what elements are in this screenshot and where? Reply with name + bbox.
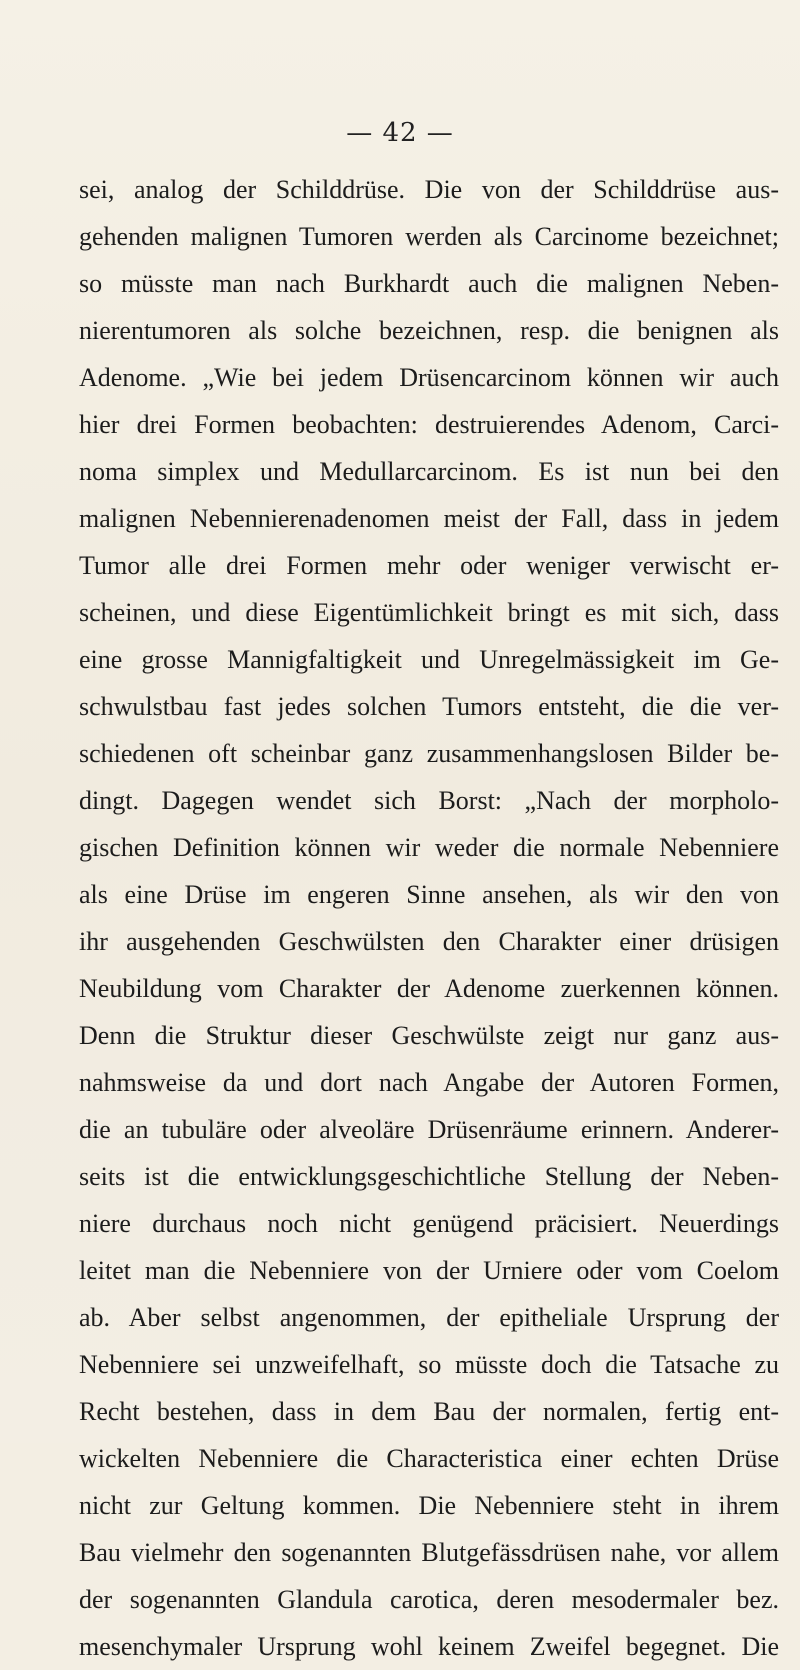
text-line-22: seits ist die entwicklungsgeschichtliche Stellung der Neben- — [79, 1162, 779, 1191]
text-line-32: mesenchymaler Ursprung wohl keinem Zweifel begegnet. Die — [79, 1632, 779, 1661]
text-line-26: Nebenniere sei unzweifelhaft, so müsste doch die Tatsache zu — [79, 1350, 779, 1379]
text-line-10: scheinen, und diese Eigentümlichkeit bringt es mit sich, dass — [79, 598, 779, 627]
text-line-18: Neubildung vom Charakter der Adenome zuerkennen können. — [79, 974, 779, 1003]
text-line-16: als eine Drüse im engeren Sinne ansehen, als wir den von — [79, 880, 779, 909]
text-line-31: der sogenannten Glandula carotica, deren mesodermaler bez. — [79, 1585, 779, 1614]
text-line-6: hier drei Formen beobachten: destruierendes Adenom, Carci- — [79, 410, 779, 439]
page-number: — 42 — — [346, 118, 454, 148]
text-line-24: leitet man die Nebenniere von der Urniere oder vom Coelom — [79, 1256, 779, 1285]
text-line-1: sei, analog der Schilddrüse. Die von der Schilddrüse aus- — [79, 175, 779, 204]
text-line-15: gischen Definition können wir weder die normale Nebenniere — [79, 833, 779, 862]
text-line-19: Denn die Struktur dieser Geschwülste zeigt nur ganz aus- — [79, 1021, 779, 1050]
text-line-21: die an tubuläre oder alveoläre Drüsenräume erinnern. Anderer- — [79, 1115, 779, 1144]
text-line-14: dingt. Dagegen wendet sich Borst: „Nach der morpholo- — [79, 786, 779, 815]
text-line-23: niere durchaus noch nicht genügend präcisiert. Neuerdings — [79, 1209, 779, 1238]
text-line-7: noma simplex und Medullarcarcinom. Es ist nun bei den — [79, 457, 779, 486]
text-line-4: nierentumoren als solche bezeichnen, resp. die benignen als — [79, 316, 779, 345]
text-line-3: so müsste man nach Burkhardt auch die malignen Neben- — [79, 269, 779, 298]
text-line-25: ab. Aber selbst angenommen, der epitheliale Ursprung der — [79, 1303, 779, 1332]
text-line-30: Bau vielmehr den sogenannten Blutgefässdrüsen nahe, vor allem — [79, 1538, 779, 1567]
text-line-11: eine grosse Mannigfaltigkeit und Unregelmässigkeit im Ge- — [79, 645, 779, 674]
text-line-27: Recht bestehen, dass in dem Bau der normalen, fertig ent- — [79, 1397, 779, 1426]
text-line-28: wickelten Nebenniere die Characteristica einer echten Drüse — [79, 1444, 779, 1473]
text-line-2: gehenden malignen Tumoren werden als Carcinome bezeichnet; — [79, 222, 779, 251]
body-text — [79, 166, 779, 1670]
text-line-17: ihr ausgehenden Geschwülsten den Charakter einer drüsigen — [79, 927, 779, 956]
text-line-12: schwulstbau fast jedes solchen Tumors entsteht, die die ver- — [79, 692, 779, 721]
text-line-5: Adenome. „Wie bei jedem Drüsencarcinom können wir auch — [79, 363, 779, 392]
text-line-29: nicht zur Geltung kommen. Die Nebenniere steht in ihrem — [79, 1491, 779, 1520]
text-line-9: Tumor alle drei Formen mehr oder weniger verwischt er- — [79, 551, 779, 580]
text-line-20: nahmsweise da und dort nach Angabe der Autoren Formen, — [79, 1068, 779, 1097]
text-line-8: malignen Nebennierenadenomen meist der Fall, dass in jedem — [79, 504, 779, 533]
text-line-13: schiedenen oft scheinbar ganz zusammenhangslosen Bilder be- — [79, 739, 779, 768]
